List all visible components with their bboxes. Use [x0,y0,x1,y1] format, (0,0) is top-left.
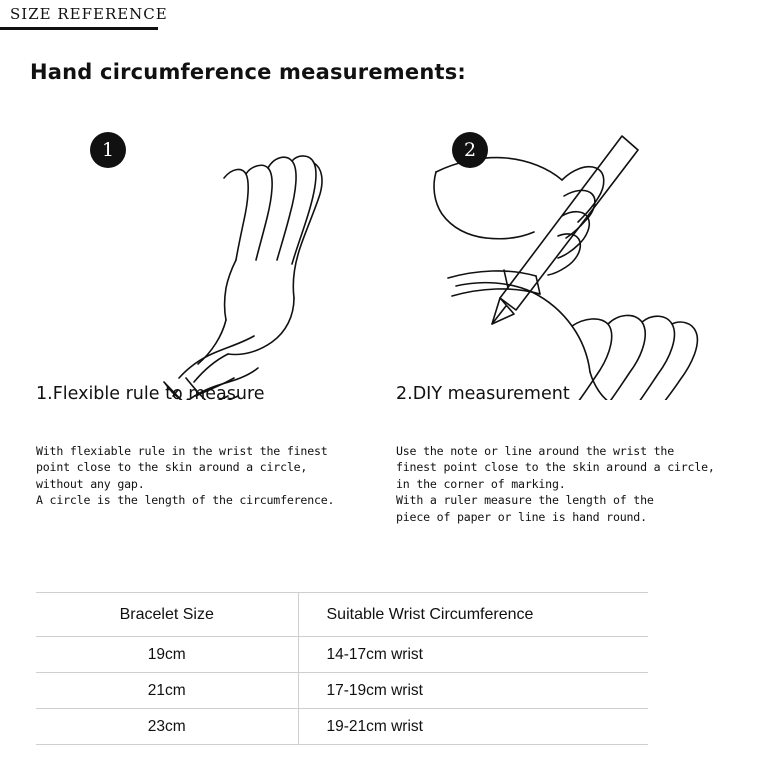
table-header-wrist-circumference: Suitable Wrist Circumference [298,593,648,637]
caption-step-1: 1.Flexible rule to measure [36,384,265,404]
caption-step-2: 2.DIY measurement [396,384,570,404]
description-step-1-line-3: without any gap. [36,476,145,491]
description-step-1-line-1: With flexiable rule in the wrist the finest [36,444,328,458]
size-table [36,592,648,745]
table-header-bracelet-size: Bracelet Size [36,593,298,637]
table-row [36,673,648,709]
description-step-2-line-5: piece of paper or line is hand round. [396,509,647,524]
header-band [0,0,768,30]
cell-wrist-circumference: 17-19cm wrist [298,673,648,709]
cell-wrist-circumference: 14-17cm wrist [298,637,648,673]
table-row [36,709,648,745]
description-step-1-line-4: A circle is the length of the circumference. [36,493,335,508]
illustration-flexible-rule [36,110,386,400]
cell-bracelet-size: 23cm [36,709,298,745]
table-header-row [36,593,648,637]
table-row [36,637,648,673]
header-underline [0,27,158,30]
description-step-2 [396,443,746,525]
description-step-2-line-4: With a ruler measure the length of the [396,493,654,508]
illustration-diy-measurement [396,110,746,400]
description-step-2-line-2: finest point close to the skin around a circle, [396,460,715,475]
page-title: Hand circumference measurements: [30,60,467,84]
description-step-1-line-2: point close to the skin around a circle, [36,460,308,475]
description-step-2-line-1: Use the note or line around the wrist the [396,444,674,458]
step-badge-1: 1 [90,132,126,168]
header-title: SIZE REFERENCE [10,5,168,23]
cell-bracelet-size: 19cm [36,637,298,673]
cell-bracelet-size: 21cm [36,673,298,709]
step-badge-2: 2 [452,132,488,168]
description-step-1 [36,443,381,509]
description-step-2-line-3: in the corner of marking. [396,476,566,491]
cell-wrist-circumference: 19-21cm wrist [298,709,648,745]
